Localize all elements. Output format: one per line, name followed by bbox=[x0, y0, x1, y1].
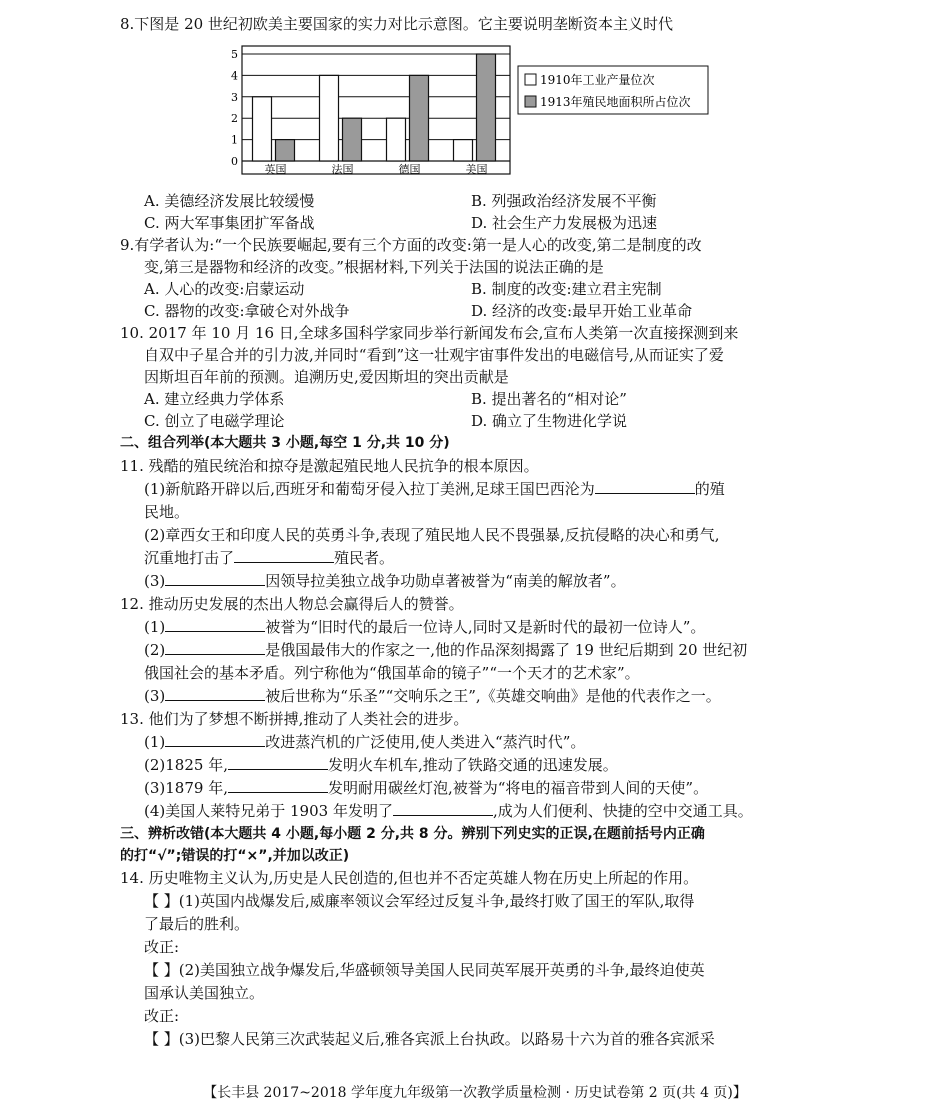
x-tick-label: 法国 bbox=[331, 163, 354, 176]
q9-option-c: C. 器物的改变:拿破仑对外战争 bbox=[144, 302, 350, 320]
section-2-heading: 二、组合列举(本大题共 3 小题,每空 1 分,共 10 分) bbox=[120, 435, 450, 451]
q13-part3: (3)1879 年, 发明耐用碳丝灯泡,被誉为“将电的福音带到人间的天使”。 bbox=[144, 779, 709, 797]
q10-option-c: C. 创立了电磁学理论 bbox=[144, 412, 285, 430]
q10-stem-line2: 自双中子星合并的引力波,并同时“看到”这一壮观宇宙事件发出的电磁信号,从而证实了爱 bbox=[144, 346, 724, 364]
q14-item1-cont: 了最后的胜利。 bbox=[144, 915, 250, 933]
bar bbox=[387, 118, 406, 161]
q9-option-a: A. 人心的改变:启蒙运动 bbox=[144, 280, 305, 298]
q13-blank-3[interactable] bbox=[228, 778, 328, 793]
q13-blank-1[interactable] bbox=[165, 732, 265, 747]
q9-stem-line1: 9.有学者认为:“一个民族要崛起,要有三个方面的改变:第一是人心的改变,第二是制度的改 bbox=[120, 236, 702, 254]
q8-option-b: B. 列强政治经济发展不平衡 bbox=[471, 192, 657, 210]
q11-part1: (1)新航路开辟以后,西班牙和葡萄牙侵入拉丁美洲,足球王国巴西沦为 的殖 bbox=[144, 480, 725, 498]
y-tick-label: 5 bbox=[231, 48, 238, 61]
x-tick-label: 德国 bbox=[398, 163, 421, 176]
q10-option-b: B. 提出著名的“相对论” bbox=[471, 390, 627, 408]
page-footer: 【长丰县 2017~2018 学年度九年级第一次教学质量检测 · 历史试卷第 2 页(共 4 页)】 bbox=[203, 1085, 747, 1101]
y-tick-label: 0 bbox=[231, 155, 238, 168]
legend-label: 1910年工业产量位次 bbox=[540, 73, 655, 87]
y-tick-label: 3 bbox=[231, 90, 238, 104]
y-tick-label: 4 bbox=[231, 69, 238, 83]
q14-item1: 【 】(1)英国内战爆发后,威廉率领议会军经过反复斗争,最终打败了国王的军队,取得 bbox=[144, 892, 695, 910]
legend-label: 1913年殖民地面积所占位次 bbox=[540, 95, 691, 109]
q9-option-d: D. 经济的改变:最早开始工业革命 bbox=[471, 302, 693, 320]
section-3-heading-line1: 三、辨析改错(本大题共 4 小题,每小题 2 分,共 8 分。辨别下列史实的正误,在题前括号内正确 bbox=[120, 826, 705, 842]
q12-part2: (2) 是俄国最伟大的作家之一,他的作品深刻揭露了 19 世纪后期到 20 世纪初 bbox=[144, 641, 748, 659]
q12-part2-cont: 俄国社会的基本矛盾。列宁称他为“俄国革命的镜子”“一个天才的艺术家”。 bbox=[144, 664, 640, 682]
q13-blank-2[interactable] bbox=[228, 755, 328, 770]
q10-stem-line1: 10. 2017 年 10 月 16 日,全球多国科学家同步举行新闻发布会,宣布人类第一次直接探测到来 bbox=[120, 324, 739, 342]
q14-item2: 【 】(2)美国独立战争爆发后,华盛顿领导美国人民同英军展开英勇的斗争,最终迫使英 bbox=[144, 961, 705, 979]
bar bbox=[343, 118, 362, 161]
q14-fix-1: 改正: bbox=[144, 938, 180, 956]
bar bbox=[454, 140, 473, 161]
bar bbox=[253, 97, 272, 161]
x-tick-label: 英国 bbox=[264, 163, 287, 176]
q13-blank-4[interactable] bbox=[393, 801, 493, 816]
q9-option-b: B. 制度的改变:建立君主宪制 bbox=[471, 280, 662, 298]
q12-part3: (3) 被后世称为“乐圣”“交响乐之王”,《英雄交响曲》是他的代表作之一。 bbox=[144, 687, 721, 705]
q14-answer-bracket-2[interactable]: 【 】 bbox=[144, 961, 179, 979]
q8-option-c: C. 两大军事集团扩军备战 bbox=[144, 214, 315, 232]
q11-blank-1[interactable] bbox=[595, 479, 695, 494]
q11-blank-3[interactable] bbox=[165, 571, 265, 586]
q10-stem-line3: 因斯坦百年前的预测。追溯历史,爱因斯坦的突出贡献是 bbox=[144, 368, 509, 386]
q10-option-d: D. 确立了生物进化学说 bbox=[471, 412, 628, 430]
section-3-heading-line2: 的打“√”;错误的打“×”,并加以改正) bbox=[120, 848, 350, 864]
q12-blank-2[interactable] bbox=[165, 640, 265, 655]
y-tick-label: 1 bbox=[231, 133, 238, 147]
q8-stem: 8.下图是 20 世纪初欧美主要国家的实力对比示意图。它主要说明垄断资本主义时代 bbox=[120, 15, 673, 33]
q12-stem: 12. 推动历史发展的杰出人物总会赢得后人的赞誉。 bbox=[120, 595, 464, 613]
q14-answer-bracket-1[interactable]: 【 】 bbox=[144, 892, 179, 910]
q14-fix-2: 改正: bbox=[144, 1007, 180, 1025]
q14-item2-cont: 国承认美国独立。 bbox=[144, 984, 265, 1002]
q14-item3: 【 】(3)巴黎人民第三次武装起义后,雅各宾派上台执政。以路易十六为首的雅各宾派采 bbox=[144, 1030, 715, 1048]
x-tick-label: 美国 bbox=[465, 163, 488, 176]
legend-swatch bbox=[525, 74, 536, 85]
q12-blank-3[interactable] bbox=[165, 686, 265, 701]
legend-swatch bbox=[525, 96, 536, 107]
q13-part2: (2)1825 年, 发明火车机车,推动了铁路交通的迅速发展。 bbox=[144, 756, 618, 774]
q8-option-d: D. 社会生产力发展极为迅速 bbox=[471, 214, 658, 232]
q10-option-a: A. 建立经典力学体系 bbox=[144, 390, 285, 408]
q13-stem: 13. 他们为了梦想不断拼搏,推动了人类社会的进步。 bbox=[120, 710, 469, 728]
bar bbox=[410, 75, 429, 161]
bar bbox=[477, 54, 496, 161]
q12-part1: (1) 被誉为“旧时代的最后一位诗人,同时又是新时代的最初一位诗人”。 bbox=[144, 618, 706, 636]
q11-part1-cont: 民地。 bbox=[144, 503, 190, 521]
bar bbox=[276, 140, 295, 161]
q11-blank-2[interactable] bbox=[234, 548, 334, 563]
q11-part2-cont: 沉重地打击了 殖民者。 bbox=[144, 549, 395, 567]
q8-option-a: A. 美德经济发展比较缓慢 bbox=[144, 192, 315, 210]
q14-stem: 14. 历史唯物主义认为,历史是人民创造的,但也并不否定英雄人物在历史上所起的作用。 bbox=[120, 869, 699, 887]
y-tick-label: 2 bbox=[231, 112, 238, 126]
q13-part4: (4)美国人莱特兄弟于 1903 年发明了 ,成为人们便利、快捷的空中交通工具。 bbox=[144, 802, 753, 820]
bar-chart bbox=[230, 44, 710, 184]
q12-blank-1[interactable] bbox=[165, 617, 265, 632]
q9-stem-line2: 变,第三是器物和经济的改变。”根据材料,下列关于法国的说法正确的是 bbox=[144, 258, 604, 276]
q11-stem: 11. 残酷的殖民统治和掠夺是激起殖民地人民抗争的根本原因。 bbox=[120, 457, 539, 475]
q13-part1: (1) 改进蒸汽机的广泛使用,使人类进入“蒸汽时代”。 bbox=[144, 733, 586, 751]
q11-part3: (3) 因领导拉美独立战争功勋卓著被誉为“南美的解放者”。 bbox=[144, 572, 626, 590]
bar bbox=[320, 75, 339, 161]
q14-answer-bracket-3[interactable]: 【 】 bbox=[144, 1030, 179, 1048]
q11-part2: (2)章西女王和印度人民的英勇斗争,表现了殖民地人民不畏强暴,反抗侵略的决心和勇气, bbox=[144, 526, 720, 544]
